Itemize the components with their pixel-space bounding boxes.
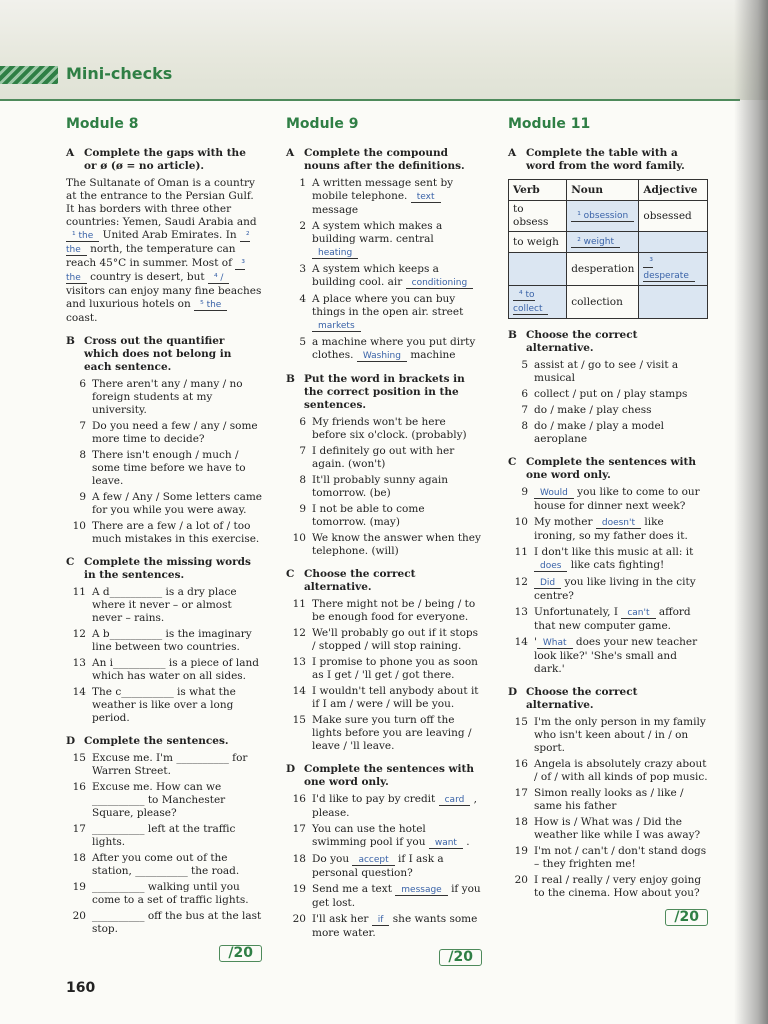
item-number: 4 xyxy=(299,293,306,305)
item-text-after: she wants some more water. xyxy=(312,913,478,939)
module-8-column xyxy=(66,118,262,962)
item-number: 20 xyxy=(292,913,306,925)
item-number: 13 xyxy=(514,606,528,618)
table-cell-empty xyxy=(509,253,567,286)
paragraph-text: coast. xyxy=(66,312,98,324)
exercise-item xyxy=(508,716,708,755)
item-number: 13 xyxy=(292,656,306,668)
item-text: assist at / go to see / visit a musical xyxy=(534,359,679,384)
exercise-item xyxy=(66,686,262,725)
item-text: Do you need a few / any / some more time to decide? xyxy=(92,420,258,445)
paragraph-text: The Sultanate of Oman is a country at the entrance to the Persian Gulf. It has borders with three other countries: Yemen, Saudi Arabia and xyxy=(66,177,257,228)
item-body xyxy=(312,177,482,217)
exercise-item xyxy=(508,359,708,385)
exercise-item xyxy=(286,263,482,290)
exercise-item xyxy=(286,416,482,442)
exercise-item xyxy=(286,627,482,653)
table-header: Noun xyxy=(567,180,639,201)
item-text-after: you like living in the city centre? xyxy=(534,576,696,602)
item-number: 9 xyxy=(79,491,86,503)
paragraph-text: country is desert, but xyxy=(90,271,205,283)
section-instruction: Choose the correct alternative. xyxy=(526,329,638,354)
section-heading xyxy=(66,556,262,582)
item-text-after: like cats fighting! xyxy=(570,559,665,571)
answer: card xyxy=(439,795,471,806)
item-number: 13 xyxy=(72,657,86,669)
section-heading xyxy=(508,686,708,712)
item-number: 6 xyxy=(521,388,528,400)
section-heading xyxy=(286,147,482,173)
item-text-after: does your new teacher look like?' 'She's small and dark.' xyxy=(534,636,698,675)
item-number: 19 xyxy=(72,881,86,893)
section-instruction: Complete the sentences with one word only. xyxy=(526,456,697,481)
word-family-table xyxy=(508,179,708,319)
item-number: 15 xyxy=(72,752,86,764)
section-heading xyxy=(286,763,482,789)
exercise-item xyxy=(66,449,262,488)
section-instruction: Put the word in brackets in the correct position in the sentences. xyxy=(304,373,465,411)
item-body xyxy=(312,336,482,363)
exercise-item xyxy=(286,474,482,500)
item-text: A system which keeps a building cool. air xyxy=(312,263,439,288)
item-text: I real / really / very enjoy going to the cinema. How about you? xyxy=(534,874,702,899)
paragraph-text: north, the temperature can reach 45°C in summer. Most of xyxy=(66,243,236,269)
item-number: 15 xyxy=(514,716,528,728)
item-text: I'd like to pay by credit xyxy=(312,793,436,805)
item-body xyxy=(534,486,708,513)
item-number: 7 xyxy=(79,420,86,432)
item-number: 6 xyxy=(79,378,86,390)
item-body xyxy=(312,913,482,940)
section-instruction: Complete the table with a word from the word family. xyxy=(526,147,685,172)
item-number: 8 xyxy=(79,449,86,461)
exercise-item xyxy=(508,486,708,513)
exercise-item xyxy=(66,910,262,936)
item-number: 18 xyxy=(514,816,528,828)
exercise-item xyxy=(66,823,262,849)
header-band xyxy=(0,0,768,100)
item-text-after: if I ask a personal question? xyxy=(312,853,444,879)
section-heading xyxy=(286,568,482,594)
item-text-after: . xyxy=(466,836,470,848)
exercise-item xyxy=(286,883,482,910)
paragraph-text: visitors can enjoy many fine beaches and luxurious hotels on xyxy=(66,285,262,310)
item-number: 17 xyxy=(514,787,528,799)
item-text: __________ off the bus at the last stop. xyxy=(92,910,262,935)
module-title: Module 9 xyxy=(286,116,359,132)
exercise-item xyxy=(66,628,262,654)
table-cell: to weigh xyxy=(509,232,567,253)
module-11-column xyxy=(508,118,708,926)
table-header: Verb xyxy=(509,180,567,201)
answer: want xyxy=(429,838,463,849)
exercise-item xyxy=(508,388,708,401)
item-number: 14 xyxy=(514,636,528,648)
exercise-item xyxy=(508,546,708,573)
paragraph-text: United Arab Emirates. In xyxy=(102,229,237,241)
section-instruction: Choose the correct alternative. xyxy=(304,568,416,593)
answer: Washing xyxy=(357,351,407,362)
exercise-item xyxy=(66,752,262,778)
table-header: Adjective xyxy=(639,180,708,201)
section-heading xyxy=(66,147,262,173)
item-body xyxy=(312,220,482,260)
answer-2: ² the xyxy=(66,231,250,255)
item-body xyxy=(312,263,482,290)
answer: ¹ obsession xyxy=(571,211,634,222)
item-number: 3 xyxy=(299,263,306,275)
table-row xyxy=(509,232,708,253)
item-text-after: , please. xyxy=(312,793,478,819)
answer: ⁴ to collect xyxy=(513,290,548,315)
section-letter: A xyxy=(286,147,295,159)
item-text: Do you xyxy=(312,853,350,865)
answer: can't xyxy=(621,608,655,619)
item-text: I definitely go out with her again. (won't) xyxy=(312,445,455,470)
item-number: 14 xyxy=(72,686,86,698)
section-letter: C xyxy=(66,556,75,568)
item-text: There might not be / being / to be enough food for everyone. xyxy=(312,598,476,623)
section-instruction: Complete the compound nouns after the definitions. xyxy=(304,147,465,172)
item-number: 6 xyxy=(299,416,306,428)
item-number: 19 xyxy=(514,845,528,857)
answer: heating xyxy=(312,248,358,259)
item-text: You can use the hotel swimming pool if you xyxy=(312,823,426,848)
answer: ³ desperate xyxy=(643,257,694,282)
item-number: 16 xyxy=(72,781,86,793)
item-text: My mother xyxy=(534,516,593,528)
exercise-item xyxy=(508,606,708,633)
item-number: 17 xyxy=(72,823,86,835)
item-number: 16 xyxy=(514,758,528,770)
item-text: A b__________ is the imaginary line between two countries. xyxy=(92,628,252,653)
exercise-item xyxy=(66,852,262,878)
item-text-after: afford that new computer game. xyxy=(534,606,691,632)
item-text: A place where you can buy things in the open air. street xyxy=(312,293,464,318)
exercise-item xyxy=(286,853,482,880)
exercise-item xyxy=(286,598,482,624)
item-body xyxy=(312,853,482,880)
item-text: I'm not / can't / don't stand dogs – they frighten me! xyxy=(534,845,707,870)
section-letter: A xyxy=(66,147,75,159)
item-text: I not be able to come tomorrow. (may) xyxy=(312,503,425,528)
exercise-item xyxy=(286,685,482,711)
item-text: __________ left at the traffic lights. xyxy=(92,823,236,848)
item-number: 11 xyxy=(292,598,306,610)
item-text: After you come out of the station, __________ the road. xyxy=(92,852,240,877)
item-text: There are a few / a lot of / too much mistakes in this exercise. xyxy=(92,520,260,545)
answer: What xyxy=(537,638,573,649)
item-number: 14 xyxy=(292,685,306,697)
item-text: We'll probably go out if it stops / stopped / will stop raining. xyxy=(312,627,479,652)
table-row xyxy=(509,286,708,319)
exercise-item xyxy=(508,816,708,842)
item-text: A system which makes a building warm. central xyxy=(312,220,443,245)
exercise-item xyxy=(508,845,708,871)
exercise-item xyxy=(508,758,708,784)
item-text-after: like ironing, so my father does it. xyxy=(534,516,688,542)
exercise-item xyxy=(66,491,262,517)
table-cell-answer xyxy=(567,232,639,253)
module-title: Module 8 xyxy=(66,116,139,132)
answer: message xyxy=(395,885,447,896)
exercise-item xyxy=(286,532,482,558)
table-header-row xyxy=(509,180,708,201)
exercise-item xyxy=(286,177,482,217)
item-number: 10 xyxy=(292,532,306,544)
item-number: 17 xyxy=(292,823,306,835)
item-number: 10 xyxy=(72,520,86,532)
section-letter: D xyxy=(508,686,518,698)
table-row xyxy=(509,201,708,232)
section-heading xyxy=(508,456,708,482)
page-binding-shadow xyxy=(734,0,768,1024)
item-number: 12 xyxy=(292,627,306,639)
section-heading xyxy=(66,735,262,748)
item-text: An i__________ is a piece of land which has water on all sides. xyxy=(92,657,259,682)
item-text: The c__________ is what the weather is like over a long period. xyxy=(92,686,236,724)
item-text: Excuse me. How can we __________ to Manchester Square, please? xyxy=(92,781,226,819)
answer: text xyxy=(411,192,441,203)
item-text: It'll probably sunny again tomorrow. (be) xyxy=(312,474,449,499)
item-body xyxy=(312,293,482,333)
item-body xyxy=(312,883,482,910)
answer: Would xyxy=(534,488,574,499)
exercise-item xyxy=(66,657,262,683)
item-text: ' xyxy=(534,636,537,648)
item-text: Simon really looks as / like / same his father xyxy=(534,787,684,812)
exercise-item xyxy=(286,445,482,471)
item-text-after: machine xyxy=(410,349,456,361)
item-number: 12 xyxy=(514,576,528,588)
exercise-item xyxy=(286,823,482,850)
answer-5: ⁵ the xyxy=(194,300,227,311)
item-number: 8 xyxy=(521,420,528,432)
item-number: 5 xyxy=(521,359,528,371)
table-cell: to obsess xyxy=(509,201,567,232)
section-letter: D xyxy=(66,735,76,747)
table-cell-answer xyxy=(567,201,639,232)
exercise-item xyxy=(66,378,262,417)
item-number: 11 xyxy=(72,586,86,598)
table-cell: obsessed xyxy=(639,201,708,232)
item-text: A written message sent by mobile telephone. xyxy=(312,177,454,202)
exercise-item xyxy=(508,576,708,603)
item-text: How is / What was / Did the weather like while I was away? xyxy=(534,816,701,841)
exercise-item xyxy=(286,503,482,529)
item-text: A d__________ is a dry place where it never – or almost never – rains. xyxy=(92,586,237,624)
section-instruction: Complete the sentences with one word only. xyxy=(304,763,475,788)
item-body xyxy=(534,636,708,676)
exercise-item xyxy=(286,336,482,363)
score-box: /20 xyxy=(665,909,708,926)
table-cell-empty xyxy=(639,286,708,319)
section-instruction: Choose the correct alternative. xyxy=(526,686,638,711)
exercise-item xyxy=(286,714,482,753)
section-instruction: Complete the missing words in the sentences. xyxy=(84,556,251,581)
answer: accept xyxy=(352,855,394,866)
item-text: Make sure you turn off the lights before you are leaving / leave / 'll leave. xyxy=(312,714,472,752)
section-letter: D xyxy=(286,763,296,775)
answer: ² weight xyxy=(571,237,620,248)
item-body xyxy=(534,576,708,603)
section-heading xyxy=(286,373,482,412)
item-number: 7 xyxy=(521,404,528,416)
item-number: 10 xyxy=(514,516,528,528)
exercise-item xyxy=(508,404,708,417)
item-body xyxy=(534,546,708,573)
item-text: a machine where you put dirty clothes. xyxy=(312,336,476,361)
section-letter: B xyxy=(286,373,295,385)
item-body xyxy=(534,516,708,543)
item-number: 15 xyxy=(292,714,306,726)
item-number: 18 xyxy=(72,852,86,864)
answer: if xyxy=(372,915,390,926)
item-number: 12 xyxy=(72,628,86,640)
answer: Did xyxy=(534,578,561,589)
item-text: do / make / play a model aeroplane xyxy=(534,420,665,445)
item-text: Angela is absolutely crazy about / of / with all kinds of pop music. xyxy=(534,758,708,783)
exercise-item xyxy=(508,636,708,676)
table-cell: desperation xyxy=(567,253,639,286)
page-number: 160 xyxy=(66,980,96,996)
item-text: I don't like this music at all: it xyxy=(534,546,694,558)
item-text: __________ walking until you come to a set of traffic lights. xyxy=(92,881,249,906)
exercise-item xyxy=(508,516,708,543)
item-text: do / make / play chess xyxy=(534,404,652,416)
item-number: 20 xyxy=(72,910,86,922)
item-number: 5 xyxy=(299,336,306,348)
table-cell-answer xyxy=(639,253,708,286)
section-letter: A xyxy=(508,147,517,159)
section-letter: C xyxy=(508,456,517,468)
item-text: Send me a text xyxy=(312,883,392,895)
exercise-item xyxy=(66,420,262,446)
oman-paragraph xyxy=(66,177,262,325)
item-body xyxy=(312,793,482,820)
section-instruction: Complete the gaps with the or ø (ø = no article). xyxy=(84,147,246,172)
item-text: A few / Any / Some letters came for you while you were away. xyxy=(92,491,263,516)
item-number: 11 xyxy=(514,546,528,558)
item-number: 8 xyxy=(299,474,306,486)
item-body xyxy=(312,823,482,850)
exercise-item xyxy=(286,656,482,682)
exercise-item xyxy=(286,293,482,333)
answer: doesn't xyxy=(596,518,641,529)
header-stripe-icon xyxy=(0,66,58,84)
item-text: There isn't enough / much / some time before we have to leave. xyxy=(92,449,246,487)
exercise-item xyxy=(286,913,482,940)
item-number: 9 xyxy=(521,486,528,498)
table-cell-answer xyxy=(509,286,567,319)
answer: conditioning xyxy=(406,278,474,289)
header-divider xyxy=(0,99,740,101)
item-text: I'm the only person in my family who isn't keen about / in / on sport. xyxy=(534,716,706,754)
exercise-item xyxy=(66,520,262,546)
item-number: 2 xyxy=(299,220,306,232)
exercise-item xyxy=(286,220,482,260)
section-heading xyxy=(508,329,708,355)
table-row xyxy=(509,253,708,286)
section-heading xyxy=(508,147,708,173)
item-number: 16 xyxy=(292,793,306,805)
item-text: Excuse me. I'm __________ for Warren Street. xyxy=(92,752,248,777)
answer-1: ¹ the xyxy=(66,231,99,242)
item-text-after: if you get lost. xyxy=(312,883,481,909)
score-box: /20 xyxy=(439,949,482,966)
answer-3: ³ the xyxy=(66,259,245,283)
item-number: 18 xyxy=(292,853,306,865)
exercise-item xyxy=(508,787,708,813)
item-text-after: you like to come to our house for dinner next week? xyxy=(534,486,700,512)
table-cell-empty xyxy=(639,232,708,253)
page-title: Mini-checks xyxy=(66,64,173,83)
section-instruction: Cross out the quantifier which does not belong in each sentence. xyxy=(84,335,232,373)
section-letter: B xyxy=(66,335,75,347)
exercise-item xyxy=(66,881,262,907)
item-text: I wouldn't tell anybody about it if I am / were / will be you. xyxy=(312,685,479,710)
item-text: My friends won't be here before six o'clock. (probably) xyxy=(312,416,467,441)
exercise-item xyxy=(286,793,482,820)
item-number: 20 xyxy=(514,874,528,886)
answer: markets xyxy=(312,321,361,332)
exercise-item xyxy=(508,874,708,900)
exercise-item xyxy=(508,420,708,446)
item-number: 19 xyxy=(292,883,306,895)
section-instruction: Complete the sentences. xyxy=(84,735,229,747)
section-letter: C xyxy=(286,568,295,580)
item-text: collect / put on / play stamps xyxy=(534,388,688,400)
answer: does xyxy=(534,561,567,572)
item-number: 1 xyxy=(299,177,306,189)
exercise-item xyxy=(66,586,262,625)
table-cell: collection xyxy=(567,286,639,319)
module-9-column xyxy=(286,118,482,966)
item-number: 9 xyxy=(299,503,306,515)
section-heading xyxy=(66,335,262,374)
item-text-after: message xyxy=(312,204,359,216)
section-letter: B xyxy=(508,329,517,341)
item-text: I'll ask her xyxy=(312,913,369,925)
score-box: /20 xyxy=(219,945,262,962)
module-title: Module 11 xyxy=(508,116,591,132)
exercise-item xyxy=(66,781,262,820)
item-text: We know the answer when they telephone. (will) xyxy=(312,532,481,557)
item-number: 7 xyxy=(299,445,306,457)
item-text: I promise to phone you as soon as I get / 'll get / got there. xyxy=(312,656,478,681)
item-text: There aren't any / many / no foreign students at my university. xyxy=(92,378,243,416)
item-body xyxy=(534,606,708,633)
answer-4: ⁴ / xyxy=(208,273,230,284)
item-text: Unfortunately, I xyxy=(534,606,618,618)
